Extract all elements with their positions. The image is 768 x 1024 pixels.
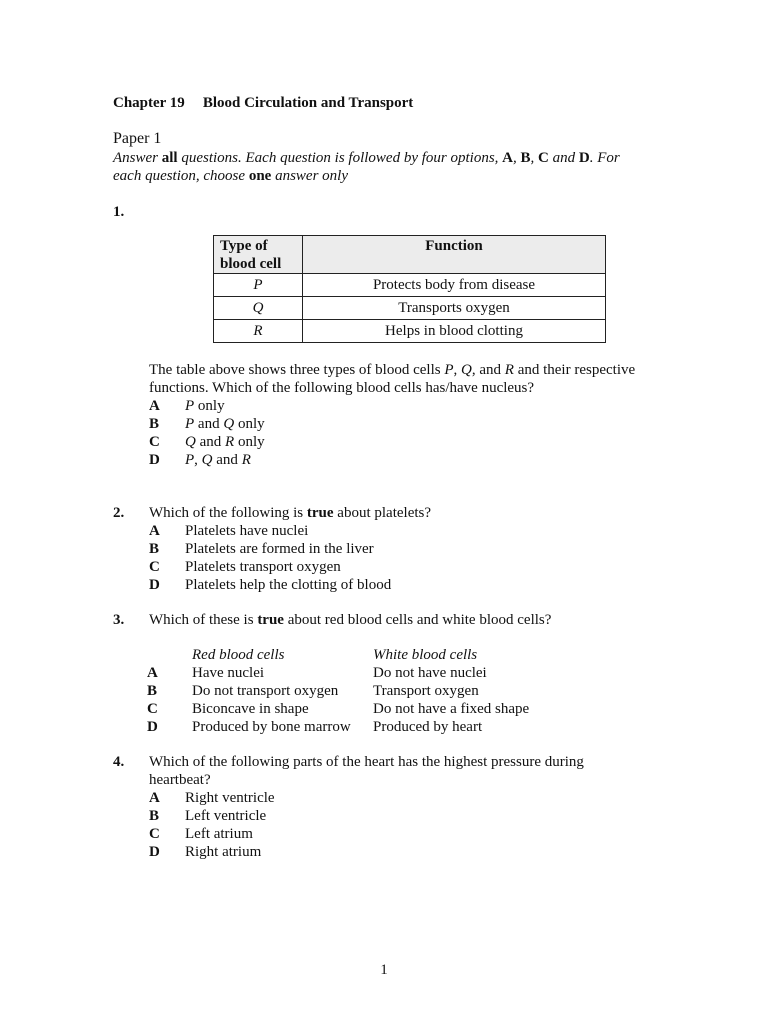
blood-cell-table <box>213 235 606 343</box>
white-cell-answer: Do not have a fixed shape <box>373 701 530 717</box>
option-item[interactable]: D Produced by bone marrow Produced by heart <box>147 719 483 735</box>
chapter-heading <box>113 94 413 112</box>
table-cell-type: P <box>214 274 303 297</box>
option-letter: C <box>149 434 160 450</box>
table-cell-function: Protects body from disease <box>303 274 606 297</box>
option-item[interactable] <box>149 415 549 433</box>
red-cell-answer: Produced by bone marrow <box>192 719 351 735</box>
table-header-type: Type of blood cell <box>214 236 303 274</box>
question-stem: The table above shows three types of blood cells P, Q, and R and their respective functions. Which of the following blood cells has/have nucleus? <box>149 362 636 396</box>
table-cell-function: Helps in blood clotting <box>303 320 606 343</box>
instructions: Answer all questions. Each question is followed by four options, A, B, C and D. For each question, choose one answer only <box>113 150 620 184</box>
option-item[interactable] <box>149 433 549 451</box>
option-text: P and Q only <box>185 416 265 432</box>
option-item[interactable]: B Do not transport oxygen Transport oxygen <box>147 683 479 699</box>
option-item[interactable]: B Platelets are formed in the liver <box>149 541 374 557</box>
white-cells-header: White blood cells <box>373 647 478 663</box>
question-stem: Which of these is true about red blood cells and white blood cells? <box>149 612 552 628</box>
option-letter: A <box>149 398 160 414</box>
question-number: 3. <box>113 612 125 628</box>
white-cell-answer: Produced by heart <box>373 719 483 735</box>
option-list <box>149 397 549 469</box>
white-cell-answer: Transport oxygen <box>373 683 479 699</box>
question-number: 2. <box>113 505 125 521</box>
question-stem: Which of the following parts of the heart has the highest pressure during heartbeat? <box>149 754 584 788</box>
option-item[interactable]: B Left ventricle <box>149 808 267 824</box>
option-list <box>149 789 549 861</box>
red-cell-answer: Do not transport oxygen <box>192 683 339 699</box>
option-list <box>149 522 549 594</box>
option-item[interactable]: C Platelets transport oxygen <box>149 559 341 575</box>
table-header-row <box>214 236 606 274</box>
red-cell-answer: Biconcave in shape <box>192 701 309 717</box>
table-cell-type: Q <box>214 297 303 320</box>
option-item[interactable] <box>149 397 549 415</box>
chapter-title: Blood Circulation and Transport <box>202 95 414 111</box>
option-text: P, Q and R <box>185 452 251 468</box>
question-number: 1. <box>113 204 125 220</box>
table-cell-type: R <box>214 320 303 343</box>
option-item[interactable] <box>149 451 549 469</box>
option-letter: B <box>149 416 160 432</box>
option-item[interactable]: D Platelets help the clotting of blood <box>149 577 392 593</box>
option-item[interactable]: D Right atrium <box>149 844 262 860</box>
table-header-function: Function <box>303 236 606 274</box>
question-stem: Which of the following is true about platelets? <box>149 505 432 521</box>
table-row <box>214 320 606 343</box>
option-item[interactable]: C Biconcave in shape Do not have a fixed shape <box>147 701 530 717</box>
red-cell-answer: Have nuclei <box>192 665 265 681</box>
page-number: 1 <box>380 962 388 978</box>
option-item[interactable]: C Left atrium <box>149 826 253 842</box>
option-item[interactable]: A Platelets have nuclei <box>149 523 309 539</box>
question-number: 4. <box>113 754 125 770</box>
table-row <box>214 297 606 320</box>
option-item[interactable]: A Have nuclei Do not have nuclei <box>147 665 487 681</box>
option-item[interactable]: A Right ventricle <box>149 790 275 806</box>
option-letter: D <box>149 452 160 468</box>
white-cell-answer: Do not have nuclei <box>373 665 487 681</box>
option-list <box>147 664 567 736</box>
red-cells-header: Red blood cells <box>192 647 285 663</box>
table-cell-function: Transports oxygen <box>303 297 606 320</box>
table-row <box>214 274 606 297</box>
chapter-number: Chapter 19 <box>113 95 185 111</box>
option-text: P only <box>185 398 225 414</box>
option-text: Q and R only <box>185 434 265 450</box>
paper-label: Paper 1 <box>113 130 162 147</box>
